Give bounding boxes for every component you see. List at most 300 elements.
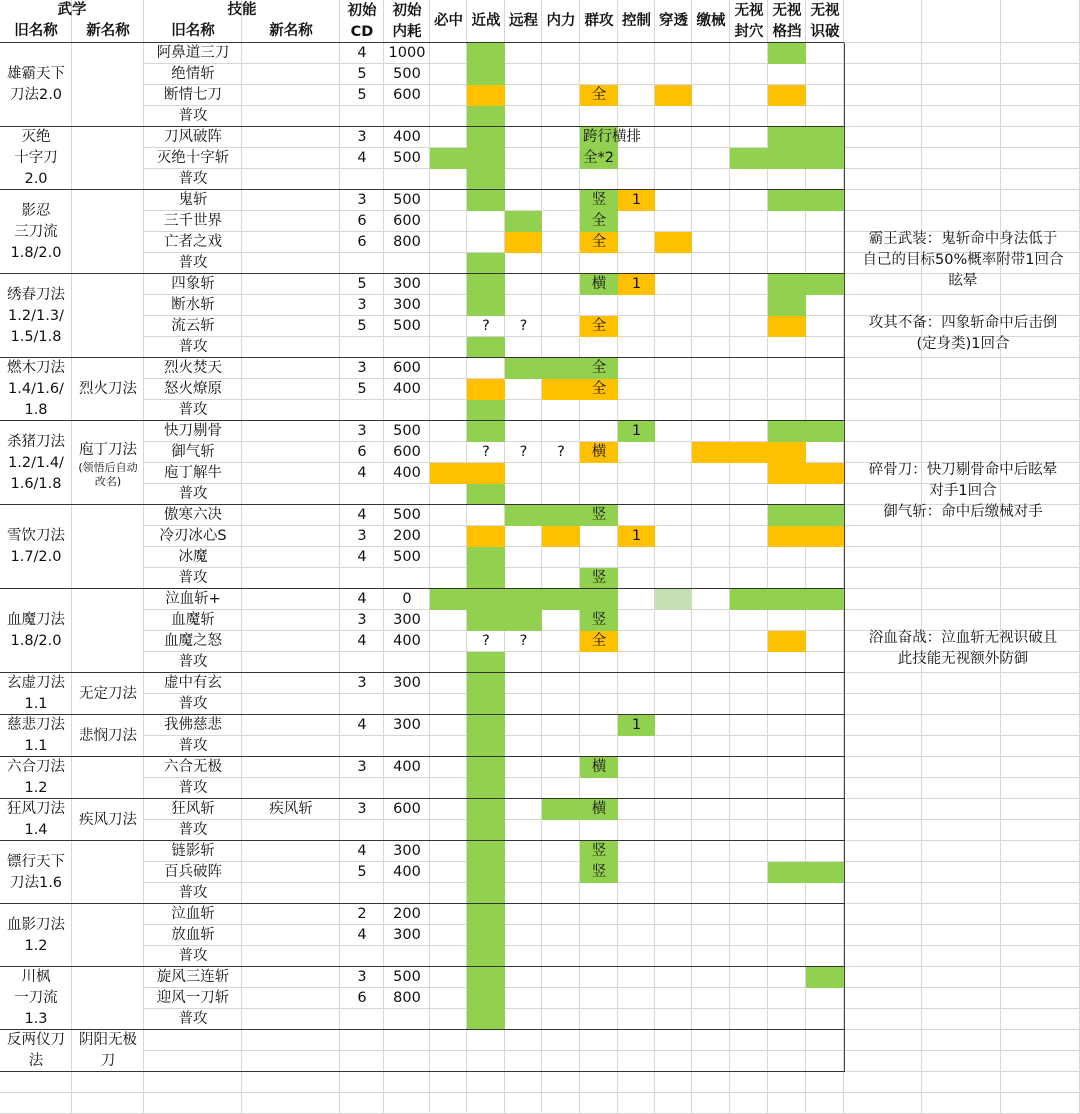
grid-cell[interactable] xyxy=(655,169,692,190)
grid-cell[interactable] xyxy=(730,820,768,841)
grid-cell[interactable] xyxy=(768,799,806,820)
grid-cell[interactable] xyxy=(692,295,730,316)
grid-cell[interactable] xyxy=(430,631,467,652)
grid-cell[interactable] xyxy=(430,1030,467,1051)
grid-cell[interactable] xyxy=(655,694,692,715)
grid-cell[interactable] xyxy=(806,484,844,505)
grid-cell[interactable] xyxy=(692,337,730,358)
grid-cell[interactable] xyxy=(655,841,692,862)
grid-cell[interactable] xyxy=(505,400,542,421)
grid-cell[interactable] xyxy=(72,1072,144,1093)
grid-cell[interactable] xyxy=(618,946,655,967)
grid-cell[interactable] xyxy=(730,484,768,505)
grid-cell[interactable] xyxy=(692,463,730,484)
grid-cell[interactable] xyxy=(844,568,922,589)
grid-cell[interactable] xyxy=(430,358,467,379)
grid-cell[interactable] xyxy=(430,526,467,547)
grid-cell[interactable] xyxy=(505,568,542,589)
grid-cell[interactable] xyxy=(730,526,768,547)
grid-cell[interactable] xyxy=(618,799,655,820)
grid-cell[interactable] xyxy=(730,568,768,589)
grid-cell[interactable] xyxy=(1001,169,1080,190)
grid-cell[interactable] xyxy=(430,757,467,778)
grid-cell[interactable] xyxy=(430,925,467,946)
grid-cell[interactable] xyxy=(692,253,730,274)
grid-cell[interactable] xyxy=(922,904,1001,925)
grid-cell[interactable] xyxy=(655,967,692,988)
grid-cell[interactable] xyxy=(618,589,655,610)
grid-cell[interactable] xyxy=(692,211,730,232)
grid-cell[interactable] xyxy=(844,526,922,547)
grid-cell[interactable] xyxy=(768,925,806,946)
grid-cell[interactable] xyxy=(430,967,467,988)
grid-cell[interactable] xyxy=(618,253,655,274)
grid-cell[interactable] xyxy=(922,148,1001,169)
grid-cell[interactable] xyxy=(1001,568,1080,589)
grid-cell[interactable] xyxy=(730,358,768,379)
grid-cell[interactable] xyxy=(618,610,655,631)
grid-cell[interactable] xyxy=(768,379,806,400)
grid-cell[interactable] xyxy=(730,253,768,274)
grid-cell[interactable] xyxy=(922,568,1001,589)
grid-cell[interactable] xyxy=(844,925,922,946)
grid-cell[interactable] xyxy=(692,967,730,988)
grid-cell[interactable] xyxy=(692,169,730,190)
grid-cell[interactable] xyxy=(768,1030,806,1051)
grid-cell[interactable] xyxy=(542,106,580,127)
grid-cell[interactable] xyxy=(580,1072,618,1093)
grid-cell[interactable] xyxy=(844,988,922,1009)
grid-cell[interactable] xyxy=(1001,421,1080,442)
grid-cell[interactable] xyxy=(505,946,542,967)
grid-cell[interactable] xyxy=(542,610,580,631)
grid-cell[interactable] xyxy=(768,232,806,253)
grid-cell[interactable] xyxy=(580,400,618,421)
grid-cell[interactable] xyxy=(844,862,922,883)
grid-cell[interactable] xyxy=(618,463,655,484)
grid-cell[interactable] xyxy=(730,547,768,568)
grid-cell[interactable] xyxy=(618,757,655,778)
grid-cell[interactable] xyxy=(655,421,692,442)
grid-cell[interactable] xyxy=(384,1093,430,1114)
grid-cell[interactable] xyxy=(340,1072,384,1093)
grid-cell[interactable] xyxy=(655,904,692,925)
grid-cell[interactable] xyxy=(618,1093,655,1114)
grid-cell[interactable] xyxy=(730,610,768,631)
grid-cell[interactable] xyxy=(655,358,692,379)
grid-cell[interactable] xyxy=(730,85,768,106)
grid-cell[interactable] xyxy=(505,841,542,862)
grid-cell[interactable] xyxy=(692,799,730,820)
grid-cell[interactable] xyxy=(542,736,580,757)
grid-cell[interactable] xyxy=(806,211,844,232)
grid-cell[interactable] xyxy=(542,463,580,484)
grid-cell[interactable] xyxy=(922,400,1001,421)
grid-cell[interactable] xyxy=(768,1093,806,1114)
grid-cell[interactable] xyxy=(768,757,806,778)
grid-cell[interactable] xyxy=(580,106,618,127)
grid-cell[interactable] xyxy=(505,1072,542,1093)
grid-cell[interactable] xyxy=(242,1072,340,1093)
grid-cell[interactable] xyxy=(692,652,730,673)
grid-cell[interactable] xyxy=(922,169,1001,190)
grid-cell[interactable] xyxy=(1001,673,1080,694)
grid-cell[interactable] xyxy=(806,631,844,652)
grid-cell[interactable] xyxy=(505,526,542,547)
grid-cell[interactable] xyxy=(505,652,542,673)
grid-cell[interactable] xyxy=(505,715,542,736)
grid-cell[interactable] xyxy=(505,547,542,568)
grid-cell[interactable] xyxy=(505,736,542,757)
grid-cell[interactable] xyxy=(806,883,844,904)
grid-cell[interactable] xyxy=(922,85,1001,106)
grid-cell[interactable] xyxy=(922,946,1001,967)
grid-cell[interactable] xyxy=(505,379,542,400)
grid-cell[interactable] xyxy=(618,1009,655,1030)
grid-cell[interactable] xyxy=(430,127,467,148)
grid-cell[interactable] xyxy=(730,43,768,64)
grid-cell[interactable] xyxy=(768,673,806,694)
grid-cell[interactable] xyxy=(542,673,580,694)
grid-cell[interactable] xyxy=(542,631,580,652)
grid-cell[interactable] xyxy=(922,358,1001,379)
grid-cell[interactable] xyxy=(655,715,692,736)
header-grid-cell[interactable] xyxy=(844,0,922,43)
grid-cell[interactable] xyxy=(806,946,844,967)
grid-cell[interactable] xyxy=(806,1093,844,1114)
grid-cell[interactable] xyxy=(922,799,1001,820)
grid-cell[interactable] xyxy=(505,190,542,211)
grid-cell[interactable] xyxy=(618,337,655,358)
grid-cell[interactable] xyxy=(430,988,467,1009)
grid-cell[interactable] xyxy=(730,967,768,988)
grid-cell[interactable] xyxy=(542,946,580,967)
grid-cell[interactable] xyxy=(580,883,618,904)
grid-cell[interactable] xyxy=(806,925,844,946)
grid-cell[interactable] xyxy=(0,1072,72,1093)
grid-cell[interactable] xyxy=(618,1030,655,1051)
grid-cell[interactable] xyxy=(922,1030,1001,1051)
grid-cell[interactable] xyxy=(505,757,542,778)
grid-cell[interactable] xyxy=(1001,64,1080,85)
grid-cell[interactable] xyxy=(692,484,730,505)
grid-cell[interactable] xyxy=(806,316,844,337)
grid-cell[interactable] xyxy=(505,106,542,127)
grid-cell[interactable] xyxy=(768,820,806,841)
grid-cell[interactable] xyxy=(692,127,730,148)
grid-cell[interactable] xyxy=(730,211,768,232)
grid-cell[interactable] xyxy=(430,946,467,967)
grid-cell[interactable] xyxy=(692,400,730,421)
grid-cell[interactable] xyxy=(922,106,1001,127)
grid-cell[interactable] xyxy=(430,862,467,883)
grid-cell[interactable] xyxy=(1001,358,1080,379)
grid-cell[interactable] xyxy=(580,169,618,190)
grid-cell[interactable] xyxy=(430,190,467,211)
grid-cell[interactable] xyxy=(1001,946,1080,967)
grid-cell[interactable] xyxy=(542,316,580,337)
grid-cell[interactable] xyxy=(692,841,730,862)
grid-cell[interactable] xyxy=(730,1072,768,1093)
grid-cell[interactable] xyxy=(542,862,580,883)
grid-cell[interactable] xyxy=(430,715,467,736)
grid-cell[interactable] xyxy=(542,547,580,568)
grid-cell[interactable] xyxy=(655,253,692,274)
grid-cell[interactable] xyxy=(768,358,806,379)
grid-cell[interactable] xyxy=(922,379,1001,400)
grid-cell[interactable] xyxy=(692,358,730,379)
grid-cell[interactable] xyxy=(542,421,580,442)
grid-cell[interactable] xyxy=(542,127,580,148)
grid-cell[interactable] xyxy=(692,925,730,946)
grid-cell[interactable] xyxy=(1001,1072,1080,1093)
grid-cell[interactable] xyxy=(806,694,844,715)
grid-cell[interactable] xyxy=(922,1072,1001,1093)
grid-cell[interactable] xyxy=(618,379,655,400)
grid-cell[interactable] xyxy=(922,778,1001,799)
grid-cell[interactable] xyxy=(922,1051,1001,1072)
grid-cell[interactable] xyxy=(844,43,922,64)
grid-cell[interactable] xyxy=(542,64,580,85)
grid-cell[interactable] xyxy=(1001,148,1080,169)
grid-cell[interactable] xyxy=(692,820,730,841)
grid-cell[interactable] xyxy=(430,505,467,526)
grid-cell[interactable] xyxy=(806,610,844,631)
grid-cell[interactable] xyxy=(505,421,542,442)
grid-cell[interactable] xyxy=(730,778,768,799)
grid-cell[interactable] xyxy=(655,337,692,358)
grid-cell[interactable] xyxy=(730,295,768,316)
grid-cell[interactable] xyxy=(542,988,580,1009)
grid-cell[interactable] xyxy=(505,988,542,1009)
grid-cell[interactable] xyxy=(692,1093,730,1114)
grid-cell[interactable] xyxy=(618,484,655,505)
grid-cell[interactable] xyxy=(806,232,844,253)
grid-cell[interactable] xyxy=(655,148,692,169)
grid-cell[interactable] xyxy=(467,1030,505,1051)
grid-cell[interactable] xyxy=(542,778,580,799)
grid-cell[interactable] xyxy=(655,106,692,127)
grid-cell[interactable] xyxy=(467,1072,505,1093)
grid-cell[interactable] xyxy=(580,43,618,64)
grid-cell[interactable] xyxy=(144,1093,242,1114)
grid-cell[interactable] xyxy=(692,589,730,610)
grid-cell[interactable] xyxy=(730,673,768,694)
grid-cell[interactable] xyxy=(730,757,768,778)
grid-cell[interactable] xyxy=(505,484,542,505)
grid-cell[interactable] xyxy=(580,1030,618,1051)
grid-cell[interactable] xyxy=(922,757,1001,778)
grid-cell[interactable] xyxy=(430,484,467,505)
grid-cell[interactable] xyxy=(692,85,730,106)
grid-cell[interactable] xyxy=(430,694,467,715)
grid-cell[interactable] xyxy=(806,337,844,358)
grid-cell[interactable] xyxy=(692,64,730,85)
grid-cell[interactable] xyxy=(505,127,542,148)
grid-cell[interactable] xyxy=(618,64,655,85)
grid-cell[interactable] xyxy=(844,169,922,190)
grid-cell[interactable] xyxy=(844,421,922,442)
grid-cell[interactable] xyxy=(922,1009,1001,1030)
grid-cell[interactable] xyxy=(844,547,922,568)
grid-cell[interactable] xyxy=(768,967,806,988)
grid-cell[interactable] xyxy=(768,778,806,799)
grid-cell[interactable] xyxy=(542,1072,580,1093)
grid-cell[interactable] xyxy=(430,1051,467,1072)
grid-cell[interactable] xyxy=(730,1051,768,1072)
grid-cell[interactable] xyxy=(922,127,1001,148)
grid-cell[interactable] xyxy=(1001,778,1080,799)
grid-cell[interactable] xyxy=(806,169,844,190)
grid-cell[interactable] xyxy=(542,757,580,778)
grid-cell[interactable] xyxy=(655,1009,692,1030)
grid-cell[interactable] xyxy=(242,1093,340,1114)
grid-cell[interactable] xyxy=(692,988,730,1009)
grid-cell[interactable] xyxy=(692,694,730,715)
grid-cell[interactable] xyxy=(730,1030,768,1051)
grid-cell[interactable] xyxy=(692,1009,730,1030)
grid-cell[interactable] xyxy=(730,631,768,652)
grid-cell[interactable] xyxy=(467,232,505,253)
grid-cell[interactable] xyxy=(542,295,580,316)
grid-cell[interactable] xyxy=(618,862,655,883)
grid-cell[interactable] xyxy=(1001,190,1080,211)
grid-cell[interactable] xyxy=(768,883,806,904)
grid-cell[interactable] xyxy=(1001,547,1080,568)
grid-cell[interactable] xyxy=(542,694,580,715)
grid-cell[interactable] xyxy=(655,757,692,778)
grid-cell[interactable] xyxy=(768,946,806,967)
grid-cell[interactable] xyxy=(542,337,580,358)
grid-cell[interactable] xyxy=(844,883,922,904)
grid-cell[interactable] xyxy=(467,1051,505,1072)
grid-cell[interactable] xyxy=(1001,589,1080,610)
grid-cell[interactable] xyxy=(0,1093,72,1114)
grid-cell[interactable] xyxy=(580,988,618,1009)
grid-cell[interactable] xyxy=(580,547,618,568)
grid-cell[interactable] xyxy=(692,190,730,211)
grid-cell[interactable] xyxy=(806,568,844,589)
grid-cell[interactable] xyxy=(655,295,692,316)
grid-cell[interactable] xyxy=(430,1009,467,1030)
grid-cell[interactable] xyxy=(806,1051,844,1072)
grid-cell[interactable] xyxy=(618,505,655,526)
grid-cell[interactable] xyxy=(505,1009,542,1030)
grid-cell[interactable] xyxy=(806,799,844,820)
grid-cell[interactable] xyxy=(806,442,844,463)
grid-cell[interactable] xyxy=(580,295,618,316)
grid-cell[interactable] xyxy=(806,379,844,400)
grid-cell[interactable] xyxy=(730,463,768,484)
grid-cell[interactable] xyxy=(430,568,467,589)
grid-cell[interactable] xyxy=(768,610,806,631)
grid-cell[interactable] xyxy=(505,253,542,274)
grid-cell[interactable] xyxy=(730,505,768,526)
grid-cell[interactable] xyxy=(655,505,692,526)
grid-cell[interactable] xyxy=(768,841,806,862)
grid-cell[interactable] xyxy=(922,589,1001,610)
grid-cell[interactable] xyxy=(1001,127,1080,148)
grid-cell[interactable] xyxy=(655,274,692,295)
grid-cell[interactable] xyxy=(655,946,692,967)
grid-cell[interactable] xyxy=(692,547,730,568)
grid-cell[interactable] xyxy=(542,484,580,505)
grid-cell[interactable] xyxy=(542,1093,580,1114)
grid-cell[interactable] xyxy=(844,778,922,799)
grid-cell[interactable] xyxy=(430,778,467,799)
grid-cell[interactable] xyxy=(618,673,655,694)
header-grid-cell[interactable] xyxy=(922,0,1001,43)
grid-cell[interactable] xyxy=(655,190,692,211)
grid-cell[interactable] xyxy=(844,1072,922,1093)
grid-cell[interactable] xyxy=(618,631,655,652)
grid-cell[interactable] xyxy=(692,631,730,652)
grid-cell[interactable] xyxy=(580,904,618,925)
grid-cell[interactable] xyxy=(692,946,730,967)
grid-cell[interactable] xyxy=(844,400,922,421)
grid-cell[interactable] xyxy=(922,925,1001,946)
grid-cell[interactable] xyxy=(806,400,844,421)
grid-cell[interactable] xyxy=(730,715,768,736)
grid-cell[interactable] xyxy=(542,967,580,988)
grid-cell[interactable] xyxy=(730,421,768,442)
grid-cell[interactable] xyxy=(692,1072,730,1093)
grid-cell[interactable] xyxy=(806,841,844,862)
grid-cell[interactable] xyxy=(618,841,655,862)
grid-cell[interactable] xyxy=(922,526,1001,547)
grid-cell[interactable] xyxy=(768,253,806,274)
grid-cell[interactable] xyxy=(806,106,844,127)
grid-cell[interactable] xyxy=(430,547,467,568)
grid-cell[interactable] xyxy=(655,64,692,85)
grid-cell[interactable] xyxy=(580,967,618,988)
grid-cell[interactable] xyxy=(692,421,730,442)
grid-cell[interactable] xyxy=(806,85,844,106)
grid-cell[interactable] xyxy=(1001,379,1080,400)
grid-cell[interactable] xyxy=(430,169,467,190)
grid-cell[interactable] xyxy=(1001,43,1080,64)
grid-cell[interactable] xyxy=(340,1093,384,1114)
grid-cell[interactable] xyxy=(1001,106,1080,127)
grid-cell[interactable] xyxy=(1001,400,1080,421)
grid-cell[interactable] xyxy=(806,757,844,778)
grid-cell[interactable] xyxy=(618,358,655,379)
grid-cell[interactable] xyxy=(655,400,692,421)
grid-cell[interactable] xyxy=(505,820,542,841)
grid-cell[interactable] xyxy=(844,841,922,862)
grid-cell[interactable] xyxy=(730,988,768,1009)
grid-cell[interactable] xyxy=(844,190,922,211)
grid-cell[interactable] xyxy=(542,568,580,589)
grid-cell[interactable] xyxy=(730,904,768,925)
grid-cell[interactable] xyxy=(655,820,692,841)
grid-cell[interactable] xyxy=(768,1009,806,1030)
grid-cell[interactable] xyxy=(655,442,692,463)
grid-cell[interactable] xyxy=(1001,1030,1080,1051)
grid-cell[interactable] xyxy=(505,295,542,316)
grid-cell[interactable] xyxy=(580,736,618,757)
grid-cell[interactable] xyxy=(430,904,467,925)
grid-cell[interactable] xyxy=(505,1051,542,1072)
grid-cell[interactable] xyxy=(430,1093,467,1114)
grid-cell[interactable] xyxy=(806,358,844,379)
grid-cell[interactable] xyxy=(542,1009,580,1030)
grid-cell[interactable] xyxy=(618,568,655,589)
grid-cell[interactable] xyxy=(655,1072,692,1093)
grid-cell[interactable] xyxy=(806,64,844,85)
grid-cell[interactable] xyxy=(768,715,806,736)
grid-cell[interactable] xyxy=(922,547,1001,568)
